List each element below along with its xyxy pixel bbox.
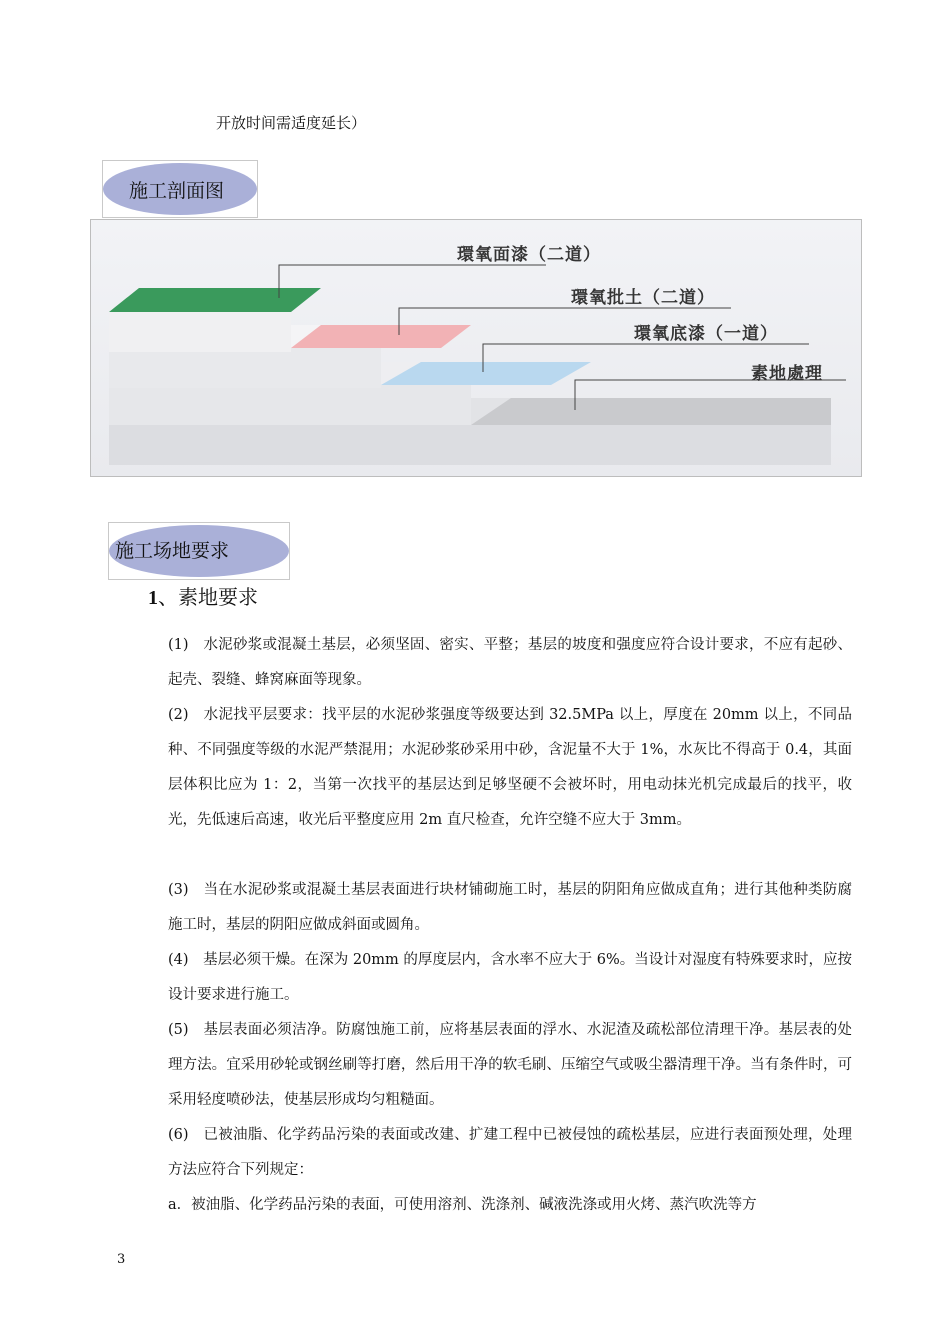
label-base: 素地處理 xyxy=(751,364,823,384)
paragraph-7: a．被油脂、化学药品污染的表面，可使用溶剂、洗涤剂、碱液洗涤或用火烤、蒸汽吹洗等方 xyxy=(168,1197,757,1213)
label-topcoat: 環氧面漆（二道） xyxy=(457,245,601,265)
section-badge-cross-section xyxy=(102,160,258,218)
paragraph-3: (3) 当在水泥砂浆或混凝土基层表面进行块材铺砌施工时，基层的阴阳角应做成直角；进行其他种类防腐施工时，基层的阴阳应做成斜面或圆角。 xyxy=(168,882,852,933)
section-title: 施工剖面图 xyxy=(129,180,225,202)
label-putty: 環氧批土（二道） xyxy=(571,288,715,308)
layer-putty-surface xyxy=(291,325,471,348)
paragraph-6: (6) 已被油脂、化学药品污染的表面或改建、扩建工程中已被侵蚀的疏松基层，应进行表面预处理，处理方法应符合下列规定： xyxy=(168,1127,852,1178)
label-primer: 環氧底漆（一道） xyxy=(634,324,778,344)
layer-primer-front xyxy=(109,385,471,425)
layer-base-surface xyxy=(471,398,831,425)
layer-topcoat-surface xyxy=(109,288,321,312)
layer-putty-front xyxy=(109,348,381,388)
heading-number: 1 xyxy=(148,587,158,609)
paragraph-4: (4) 基层必须干燥。在深为 20mm 的厚度层内，含水率不应大于 6%。当设计对湿度有特殊要求时，应按设计要求进行施工。 xyxy=(168,952,852,1003)
section-badge-site-requirements xyxy=(108,522,290,580)
paragraph-1: (1) 水泥砂浆或混凝土基层，必须坚固、密实、平整；基层的坡度和强度应符合设计要求，不应有起砂、起壳、裂缝、蜂窝麻面等现象。 xyxy=(168,637,852,688)
paragraph-2: (2) 水泥找平层要求：找平层的水泥砂浆强度等级要达到 32.5MPa 以上，厚度在 20mm 以上，不同品种、不同强度等级的水泥严禁混用；水泥砂浆砂采用中砂，含泥量不大于 1%，水灰比不得高于 0.4，其面层体积比应为 1：2，当第一次找平的基层达到足够坚硬不会被坏时，用电动抹光机完成最后的找平，收光，先低速后高速，收光后平整度应用 2m 直尺检查，允许空缝不应大于 3mm。 xyxy=(168,707,852,828)
section-title: 施工场地要求 xyxy=(115,540,230,562)
page-number: 3 xyxy=(117,1252,126,1267)
layer-topcoat-front xyxy=(109,312,291,352)
cross-section-diagram xyxy=(90,219,862,477)
paragraph-5: (5) 基层表面必须洁净。防腐蚀施工前，应将基层表面的浮水、水泥渣及疏松部位清理干净。基层表的处理方法。宜采用砂轮或钢丝刷等打磨，然后用干净的软毛刷、压缩空气或吸尘器清理干净。当有条件时，可采用轻度喷砂法，使基层形成均匀粗糙面。 xyxy=(168,1022,852,1108)
layer-base-front xyxy=(109,425,831,465)
leader-line-topcoat xyxy=(279,265,546,298)
subsection-heading xyxy=(148,581,258,610)
heading-text: 、素地要求 xyxy=(158,585,258,609)
carried-over-text: 开放时间需适度延长） xyxy=(216,114,367,132)
